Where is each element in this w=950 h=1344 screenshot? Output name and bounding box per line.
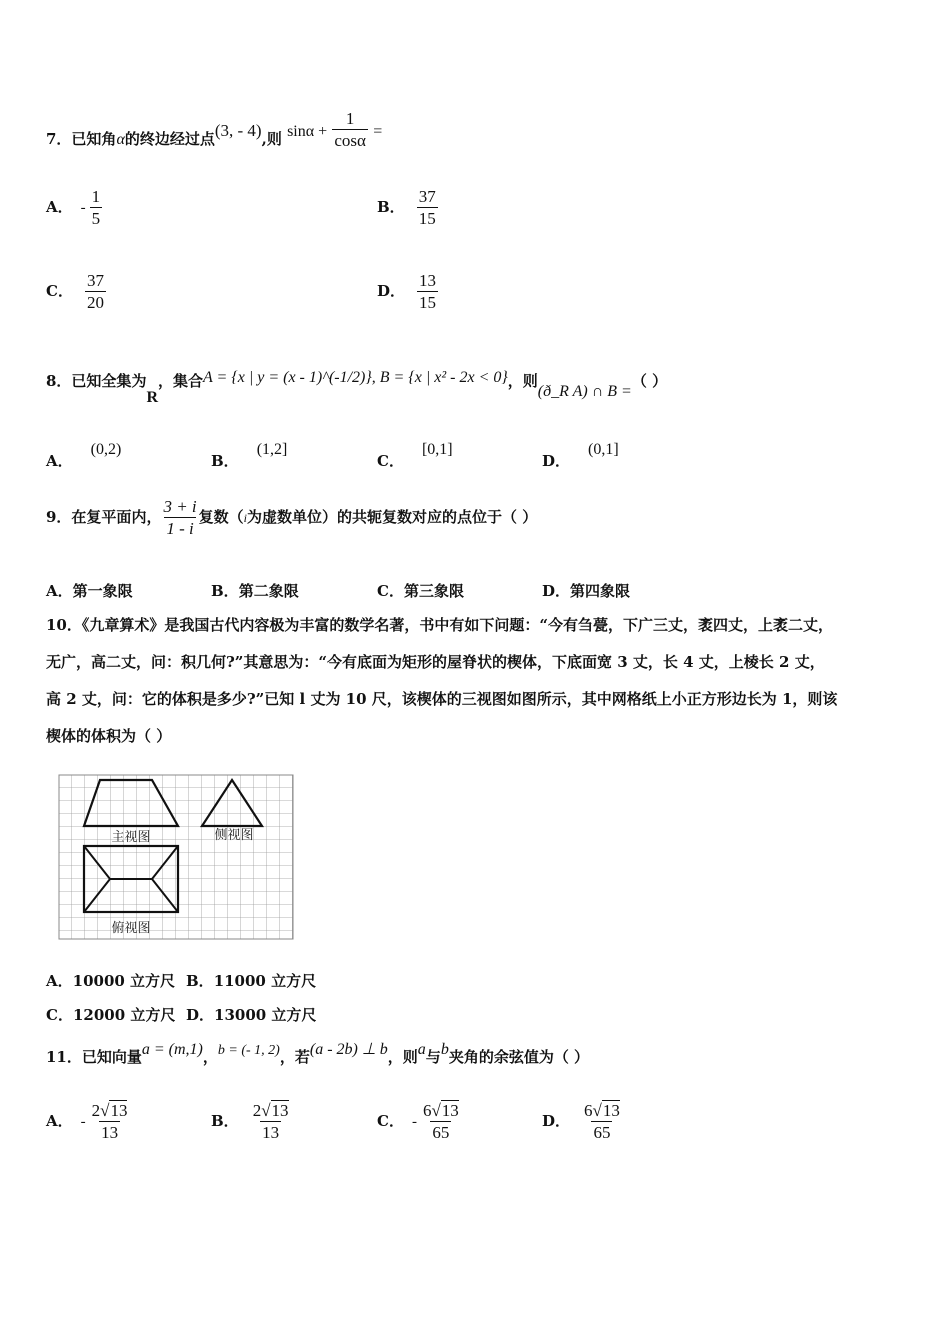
q7-option-c-label: C． [46,281,73,300]
q8-option-d-label: D． [542,452,571,470]
q9-option-d-text: 第四象限 [570,582,631,600]
q8-option-c[interactable] [377,441,453,471]
q10-option-d-text: 13000 立方尺 [214,1006,317,1024]
q11-option-b-rad: 13 [271,1101,289,1120]
q7-point: (3, - 4) [214,120,262,140]
q11-stem-b: ，若 [279,1048,310,1066]
q11-option-a-den: 13 [101,1123,119,1143]
q11-option-a-sign: - [80,1113,86,1130]
q8-universe: R [146,389,159,406]
q9-i: i [243,510,248,525]
q10-option-a[interactable] [46,970,175,991]
q7-option-c-num: 37 [86,271,104,290]
q7-option-a-den: 5 [91,209,101,229]
three-view-grid [58,774,294,940]
q8-stem-a: 8．已知全集为 [46,372,147,390]
q7-expr-den: cosα [334,131,366,151]
q11-option-d-rad: 13 [602,1101,620,1120]
q11-vec-a: a = (m,1) [141,1041,203,1058]
question-11 [46,1041,590,1067]
q7-option-b-frac [417,186,438,230]
q10-line-3: 高 2 丈，问：它的体积是多少?”已知 l 丈为 10 尺，该楔体的三视图如图所示，其中网格纸上小正方形边长为 1，则该 [46,690,838,708]
q11-option-a-frac [90,1100,130,1144]
q10-option-b-label: B． [186,972,214,990]
q7-option-b-den: 15 [418,209,436,229]
q9-num: 3 + i [163,497,197,516]
q10-option-d-label: D． [186,1006,215,1024]
q11-option-d[interactable] [542,1100,622,1144]
q9-option-d-label: D． [542,582,571,600]
q8-stem-c: ，则 [507,372,538,390]
q8-option-a-value: (0,2) [90,441,122,458]
q11-option-c-rad: 13 [441,1101,459,1120]
q11-option-a-coef: 2 [91,1101,101,1120]
q8-option-d-value: (0,1] [588,441,619,458]
q10-option-c-text: 12000 立方尺 [72,1006,176,1024]
q8-option-b-value: (1,2] [256,441,288,458]
q11-option-b-coef: 2 [252,1101,262,1120]
q7-expr-tail: = [373,122,383,140]
q7-stem-a: 7．已知角 [46,129,117,148]
q7-option-a-label: A． [46,197,73,216]
q11-option-c-den: 65 [432,1123,450,1143]
q11-option-b-den: 13 [262,1123,280,1143]
q8-option-d[interactable] [542,441,619,471]
q10-line-4: 楔体的体积为（ ） [46,727,172,745]
q9-option-b-text: 第二象限 [238,582,299,600]
q11-option-b-label: B． [211,1111,239,1130]
q11-option-b-numer: 2√13 [252,1101,289,1120]
q9-option-a-label: A． [46,582,73,600]
front-view-label: 主视图 [111,830,151,845]
q11-option-d-coef: 6 [584,1101,593,1120]
q7-option-d-num: 13 [419,271,437,290]
question-8 [46,369,668,406]
q7-expr-num: 1 [345,109,355,128]
q9-option-b-label: B． [211,582,239,600]
q9-stem-c: 为虚数单位）的共轭复数对应的点位于（ ） [247,507,538,526]
q11-option-c-numer: 6√13 [422,1101,459,1120]
q9-option-c-text: 第三象限 [403,582,464,600]
q8-expr: (ð_R A) ∩ B = [537,383,632,400]
side-view-label: 侧视图 [214,828,254,843]
q11-option-c[interactable] [377,1100,461,1144]
q7-option-b-num: 37 [418,187,436,206]
q10-option-a-label: A． [46,972,73,990]
q11-option-c-frac [421,1100,461,1144]
q11-option-a-label: A． [46,1111,73,1130]
q8-stem-b: ，集合 [158,372,204,390]
q7-expr-lead: sinα + [287,122,328,140]
q7-option-c[interactable] [46,270,106,314]
q8-set-b: , B = {x | x² - 2x < 0} [371,369,508,386]
q11-option-c-sign: - [411,1113,417,1130]
q9-option-a[interactable] [46,580,133,601]
q11-vec-b: b = (- 1, 2) [217,1043,280,1058]
q9-stem-a: 9．在复平面内， [46,507,162,526]
q8-set-a: A = {x | y = (x - 1)^(-1/2)} [203,369,372,386]
q8-option-c-label: C． [377,452,404,470]
q8-option-b[interactable] [211,441,288,471]
q8-option-a[interactable] [46,441,122,471]
q7-option-d-label: D． [377,281,406,300]
q7-expr-frac [332,108,368,152]
q11-option-a-numer: 2√13 [91,1101,128,1120]
q11-option-d-numer: 6√13 [584,1101,620,1120]
three-view-figure [58,774,294,940]
q7-option-d-den: 15 [419,293,437,313]
top-view-label: 俯视图 [111,921,151,936]
q10-option-b-text: 11000 立方尺 [213,972,317,990]
q7-option-c-den: 20 [86,293,104,313]
q7-alpha: α [116,130,125,148]
q11-stem-e: 夹角的余弦值为（ ） [448,1048,590,1066]
question-7 [46,109,383,162]
q8-option-c-value: [0,1] [421,441,453,458]
q9-frac [161,496,198,540]
q11-cond: (a - 2b) ⊥ b [309,1041,388,1058]
question-10 [46,607,916,755]
q11-sep: ， [202,1048,218,1066]
q11-stem-c: ，则 [387,1048,418,1066]
q7-stem-c: ,则 [261,129,282,148]
q9-stem-b: 复数（ [198,507,244,526]
q11-option-c-label: C． [377,1111,404,1130]
q11-a: a [417,1041,426,1058]
q11-option-b[interactable] [211,1100,291,1144]
q7-option-a-num: 1 [91,187,101,206]
q11-stem-a: 11．已知向量 [46,1048,142,1066]
q7-stem-b: 的终边经过点 [124,129,215,148]
q10-line-1: 10．《九章算术》是我国古代内容极为丰富的数学名著，书中有如下问题：“今有刍甍，下广三丈，袤四丈，上袤二丈， [46,616,834,634]
q11-option-a-rad: 13 [110,1101,128,1120]
q9-option-b[interactable] [211,580,299,601]
q11-option-d-label: D． [542,1111,571,1130]
q7-option-a-sign: - [80,199,86,216]
q11-option-d-den: 65 [593,1123,611,1143]
q11-option-d-frac [582,1100,622,1144]
q9-den: 1 - i [166,519,194,539]
q10-option-c[interactable] [46,1004,175,1025]
q9-option-c-label: C． [377,582,404,600]
q11-option-c-coef: 6 [422,1101,432,1120]
q10-option-d[interactable] [186,1004,316,1025]
q9-option-c[interactable] [377,580,464,601]
q10-option-b[interactable] [186,970,316,991]
q9-option-a-text: 第一象限 [72,582,133,600]
q8-option-b-label: B． [211,452,239,470]
q9-option-d[interactable] [542,580,630,601]
q11-option-a[interactable] [46,1100,129,1144]
q8-paren: （ ） [631,372,668,390]
q11-option-b-frac [251,1100,291,1144]
q7-option-b-label: B． [377,197,405,216]
question-9 [46,496,537,540]
q10-option-c-label: C． [46,1006,73,1024]
q7-option-b[interactable] [377,186,438,230]
q8-option-a-label: A． [46,452,73,470]
q10-option-a-text: 10000 立方尺 [72,972,176,990]
q7-option-c-frac [85,270,106,314]
q7-option-d-frac [417,270,438,314]
q10-line-2: 无广，高二丈，问：积几何?”其意思为：“今有底面为矩形的屋脊状的楔体，下底面宽 3 丈，长 4 丈，上棱长 2 丈， [46,653,825,671]
q11-b: b [440,1041,449,1058]
q7-option-a[interactable] [46,186,102,230]
q7-option-a-frac [90,186,103,230]
q11-stem-d: 与 [425,1048,441,1066]
q7-option-d[interactable] [377,270,438,314]
